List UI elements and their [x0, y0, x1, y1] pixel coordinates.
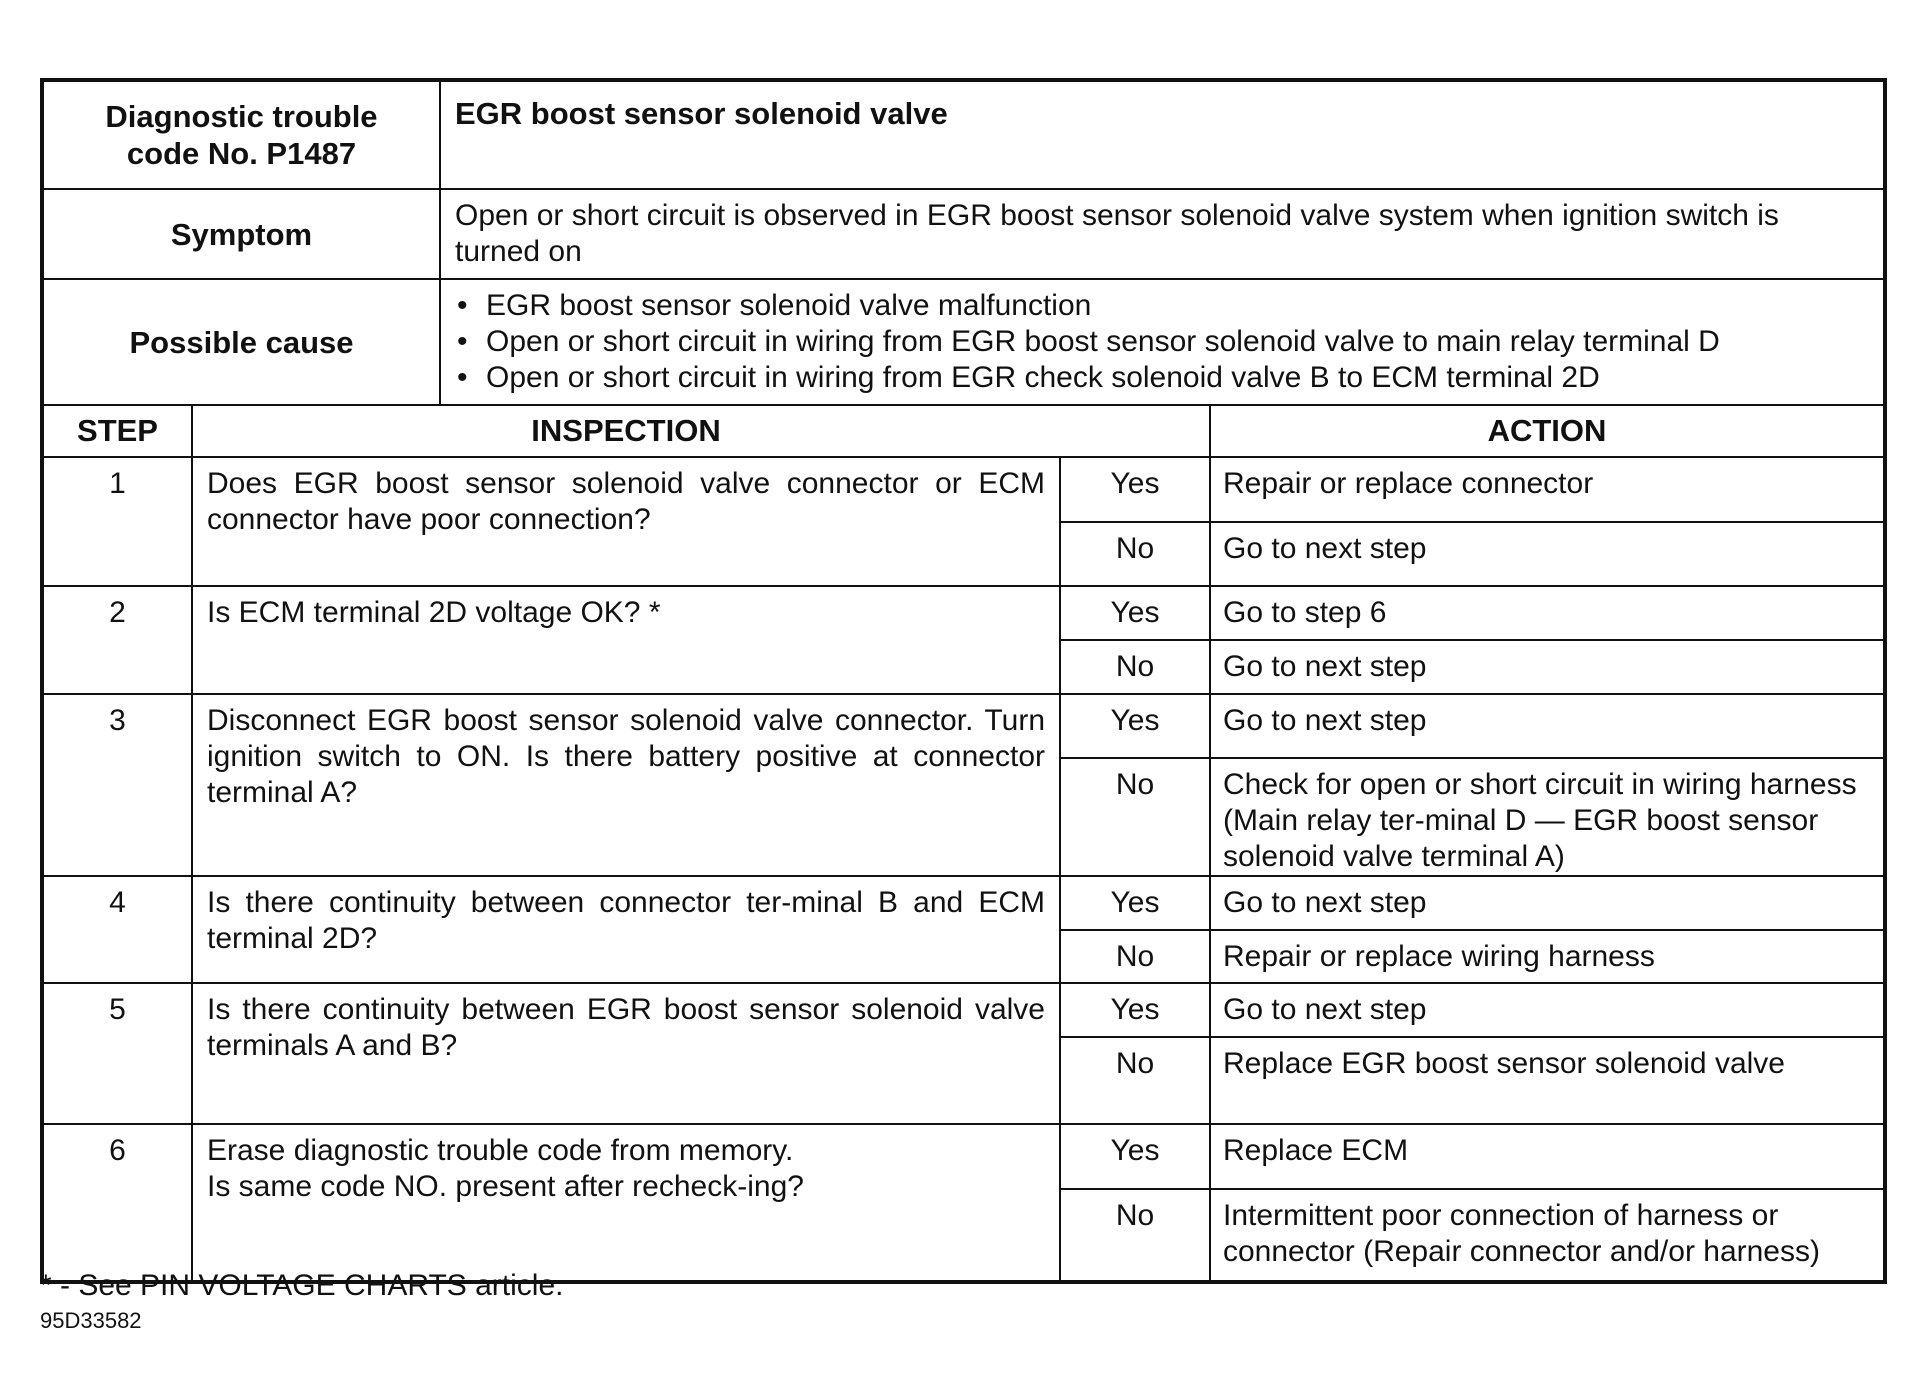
no-answer: No [1060, 758, 1210, 876]
diagnostic-table [40, 78, 1887, 1284]
footnote: * - See PIN VOLTAGE CHARTS article. [40, 1269, 564, 1302]
symptom-value: Open or short circuit is observed in EGR boost sensor solenoid valve system when ignition switch is turned on [440, 189, 1885, 279]
yes-answer: Yes [1060, 694, 1210, 758]
symptom-row [42, 189, 1885, 279]
inspection-text: Is ECM terminal 2D voltage OK? * [192, 586, 1060, 694]
yes-answer: Yes [1060, 876, 1210, 930]
yes-action: Go to step 6 [1210, 586, 1885, 640]
step-row [42, 586, 1885, 640]
yes-answer: Yes [1060, 457, 1210, 522]
step-number: 2 [42, 586, 192, 694]
cause-label: Possible cause [42, 279, 440, 405]
inspection-text: Erase diagnostic trouble code from memory. [207, 1134, 794, 1167]
inspection-text: Disconnect EGR boost sensor solenoid valve connector. Turn ignition switch to ON. Is there battery positive at connector terminal A? [192, 694, 1060, 876]
code-label: Diagnostic trouble code No. P1487 [105, 99, 378, 171]
step-row [42, 694, 1885, 758]
step-number: 6 [42, 1124, 192, 1282]
cause-row [42, 279, 1885, 405]
cause-item: • Open or short circuit in wiring from EGR boost sensor solenoid valve to main relay terminal D [455, 324, 1871, 360]
symptom-label: Symptom [42, 189, 440, 279]
code-row [42, 80, 1885, 189]
no-action: Go to next step [1210, 640, 1885, 694]
no-action: Check for open or short circuit in wiring harness (Main relay ter-minal D — EGR boost sensor solenoid valve terminal A) [1210, 758, 1885, 876]
figure-code: 95D33582 [40, 1308, 142, 1333]
step-number: 1 [42, 457, 192, 586]
no-answer: No [1060, 930, 1210, 983]
step-row [42, 983, 1885, 1037]
no-action: Replace EGR boost sensor solenoid valve [1210, 1037, 1885, 1124]
inspection-text: Is there continuity between connector ter-minal B and ECM terminal 2D? [192, 876, 1060, 983]
yes-answer: Yes [1060, 1124, 1210, 1189]
inspection-text: Does EGR boost sensor solenoid valve connector or ECM connector have poor connection? [192, 457, 1060, 586]
step-number: 5 [42, 983, 192, 1124]
no-action: Go to next step [1210, 522, 1885, 586]
code-value: EGR boost sensor solenoid valve [440, 80, 1885, 189]
step-row [42, 876, 1885, 930]
no-answer: No [1060, 640, 1210, 694]
step-number: 4 [42, 876, 192, 983]
cause-list-cell [440, 279, 1885, 405]
yes-answer: Yes [1060, 586, 1210, 640]
yes-action: Go to next step [1210, 694, 1885, 758]
inspection-column-label: INSPECTION [531, 413, 721, 448]
cause-item: • Open or short circuit in wiring from EGR check solenoid valve B to ECM terminal 2D [455, 360, 1871, 396]
yes-answer: Yes [1060, 983, 1210, 1037]
cause-list [455, 288, 1871, 396]
yes-action: Go to next step [1210, 876, 1885, 930]
yes-action: Go to next step [1210, 983, 1885, 1037]
inspection-text: Is there continuity between EGR boost sensor solenoid valve terminals A and B? [192, 983, 1060, 1124]
cause-item: • EGR boost sensor solenoid valve malfunction [455, 288, 1871, 324]
yes-action: Repair or replace connector [1210, 457, 1885, 522]
inspection-text-cell [192, 1124, 1060, 1282]
no-answer: No [1060, 1037, 1210, 1124]
no-answer: No [1060, 522, 1210, 586]
step-row [42, 457, 1885, 522]
yes-action: Replace ECM [1210, 1124, 1885, 1189]
action-column-header: ACTION [1210, 405, 1885, 457]
column-header-row [42, 405, 1885, 457]
step-column-header: STEP [42, 405, 192, 457]
code-label-cell [42, 80, 440, 189]
no-action: Intermittent poor connection of harness or connector (Repair connector and/or harness) [1210, 1189, 1885, 1282]
no-action: Repair or replace wiring harness [1210, 930, 1885, 983]
step-row [42, 1124, 1885, 1189]
no-answer: No [1060, 1189, 1210, 1282]
step-number: 3 [42, 694, 192, 876]
inspection-column-header [192, 405, 1210, 457]
inspection-text: Is same code NO. present after recheck-ing? [207, 1170, 804, 1203]
